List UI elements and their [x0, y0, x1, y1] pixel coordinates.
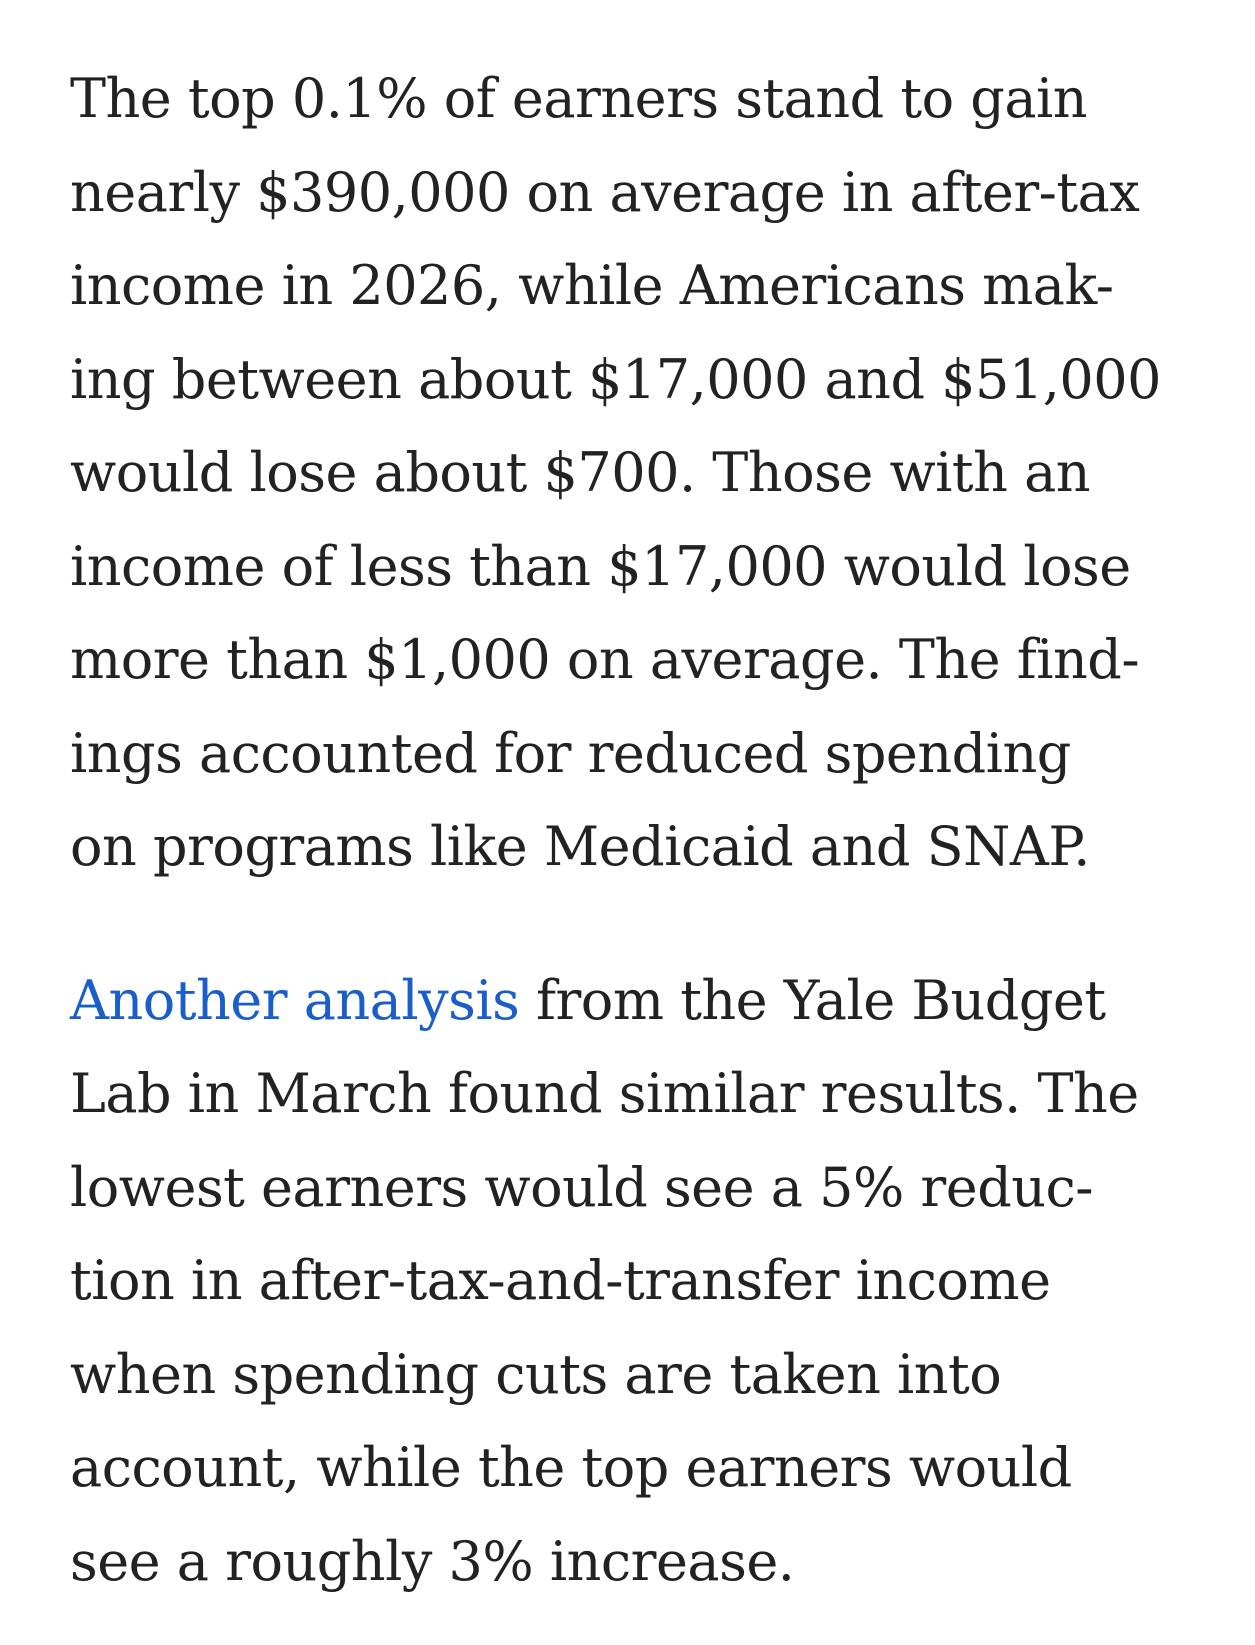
text-line: tion in after-tax-and-transfer income	[70, 1249, 1051, 1312]
text-line: see a roughly 3% increase.	[70, 1529, 795, 1593]
text-line: nearly $390,000 on average in after-tax	[70, 160, 1140, 224]
another-analysis-link[interactable]: Another analysis	[70, 968, 520, 1032]
text-line: The top 0.1% of earners stand to gain	[70, 67, 1088, 130]
text-line-with-link	[70, 954, 1210, 1048]
text-line: income in 2026, while Americans mak-	[70, 254, 1114, 317]
text-line: when spending cuts are taken into	[70, 1342, 1002, 1406]
text-fragment: from the Yale Budget	[519, 968, 1106, 1032]
text-line: ing between about $17,000 and $51,000	[70, 347, 1161, 411]
text-line: would lose about $700. Those with an	[70, 441, 1091, 504]
text-line: income of less than $17,000 would lose	[70, 534, 1131, 598]
text-line: ings accounted for reduced spending	[70, 721, 1071, 785]
text-line: more than $1,000 on average. The find-	[70, 628, 1140, 691]
paragraph-1	[70, 52, 1210, 894]
paragraph-2	[70, 954, 1210, 1609]
text-line: lowest earners would see a 5% reduc-	[70, 1155, 1094, 1219]
text-line: account, while the top earners would	[70, 1436, 1072, 1499]
text-line: on programs like Medicaid and SNAP.	[70, 815, 1090, 878]
text-line: Lab in March found similar results. The	[70, 1062, 1139, 1125]
article-body	[70, 52, 1210, 1608]
